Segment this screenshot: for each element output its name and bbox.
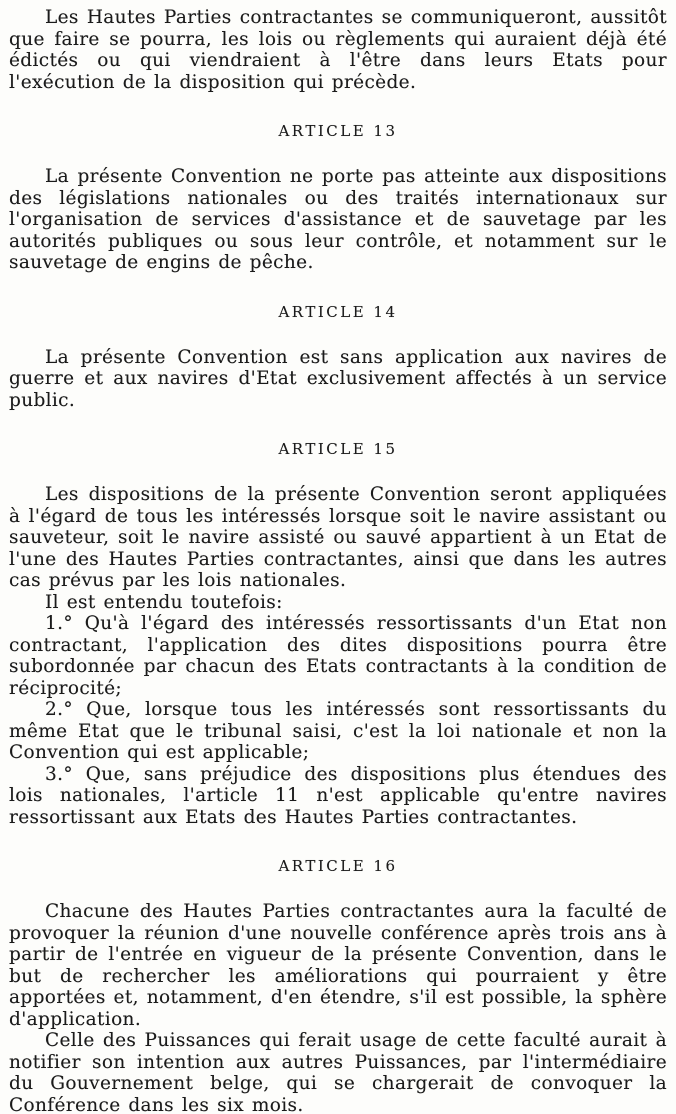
article-15-lead-in: Il est entendu toutefois: (45, 591, 283, 613)
article-15-heading: ARTICLE 15 (278, 440, 398, 458)
article-15-item-2: 2.° Que, lorsque tous les intéressés sont ressortissants du même Etat que le tribunal saisi, c'est la loi nationale et non la Convention qui est applicable; (9, 699, 667, 763)
article-14-paragraph: La présente Convention est sans application aux navires de guerre et aux navires d'Etat exclusivement affectés à un service public. (9, 346, 667, 411)
article-15-item-3: 3.° Que, sans préjudice des dispositions plus étendues des lois nationales, l'article 11 n'est applicable qu'entre navires ressortissant aux Etats des Hautes Parties contractantes. (9, 763, 667, 828)
article-13-paragraph: La présente Convention ne porte pas atteinte aux dispositions des législations nationales ou des traités internationaux sur l'organisation de services d'assistance et de sauvetage par les autorités publiques ou sous leur contrôle, et notamment sur le sauvetage de engins de pêche. (9, 166, 667, 273)
article-14-heading: ARTICLE 14 (278, 302, 398, 321)
intro-paragraph: Les Hautes Parties contractantes se communiqueront, aussitôt que faire se pourra, les lois ou règlements qui auraient déjà été édictés ou qui viendraient à l'être dans leurs Etats pour l'exécution de la disposition qui précède. (9, 7, 667, 93)
article-13-heading: ARTICLE 13 (278, 122, 398, 140)
article-15-item-1: 1.° Qu'à l'égard des intéressés ressortissants d'un Etat non contractant, l'application des dites dispositions pourra être subordonnée par chacun des Etats contractants à la condition de réciprocité; (9, 613, 667, 699)
article-16-heading: ARTICLE 16 (278, 857, 398, 875)
article-16-paragraph-2: Celle des Puissances qui ferait usage de cette faculté aurait à notifier son intention aux autres Puissances, par l'intermédiaire du Gouvernement belge, qui se chargerait de convoquer la Conférence dans les six mois. (9, 1030, 667, 1114)
article-16-paragraph-1: Chacune des Hautes Parties contractantes aura la faculté de provoquer la réunion d'une nouvelle conférence après trois ans à partir de l'entrée en vigueur de la présente Convention, dans le but de rechercher les améliorations qui pourraient y être apportées et, notamment, d'en étendre, s'il est possible, la sphère d'application. (9, 901, 667, 1030)
article-15-paragraph: Les dispositions de la présente Convention seront appliquées à l'égard de tous les intéressés lorsque soit le navire assistant ou sauveteur, soit le navire assisté ou sauvé appartient à un Etat de l'une des Hautes Parties contractantes, ainsi que dans les autres cas prévus par les lois nationales. (9, 484, 667, 591)
